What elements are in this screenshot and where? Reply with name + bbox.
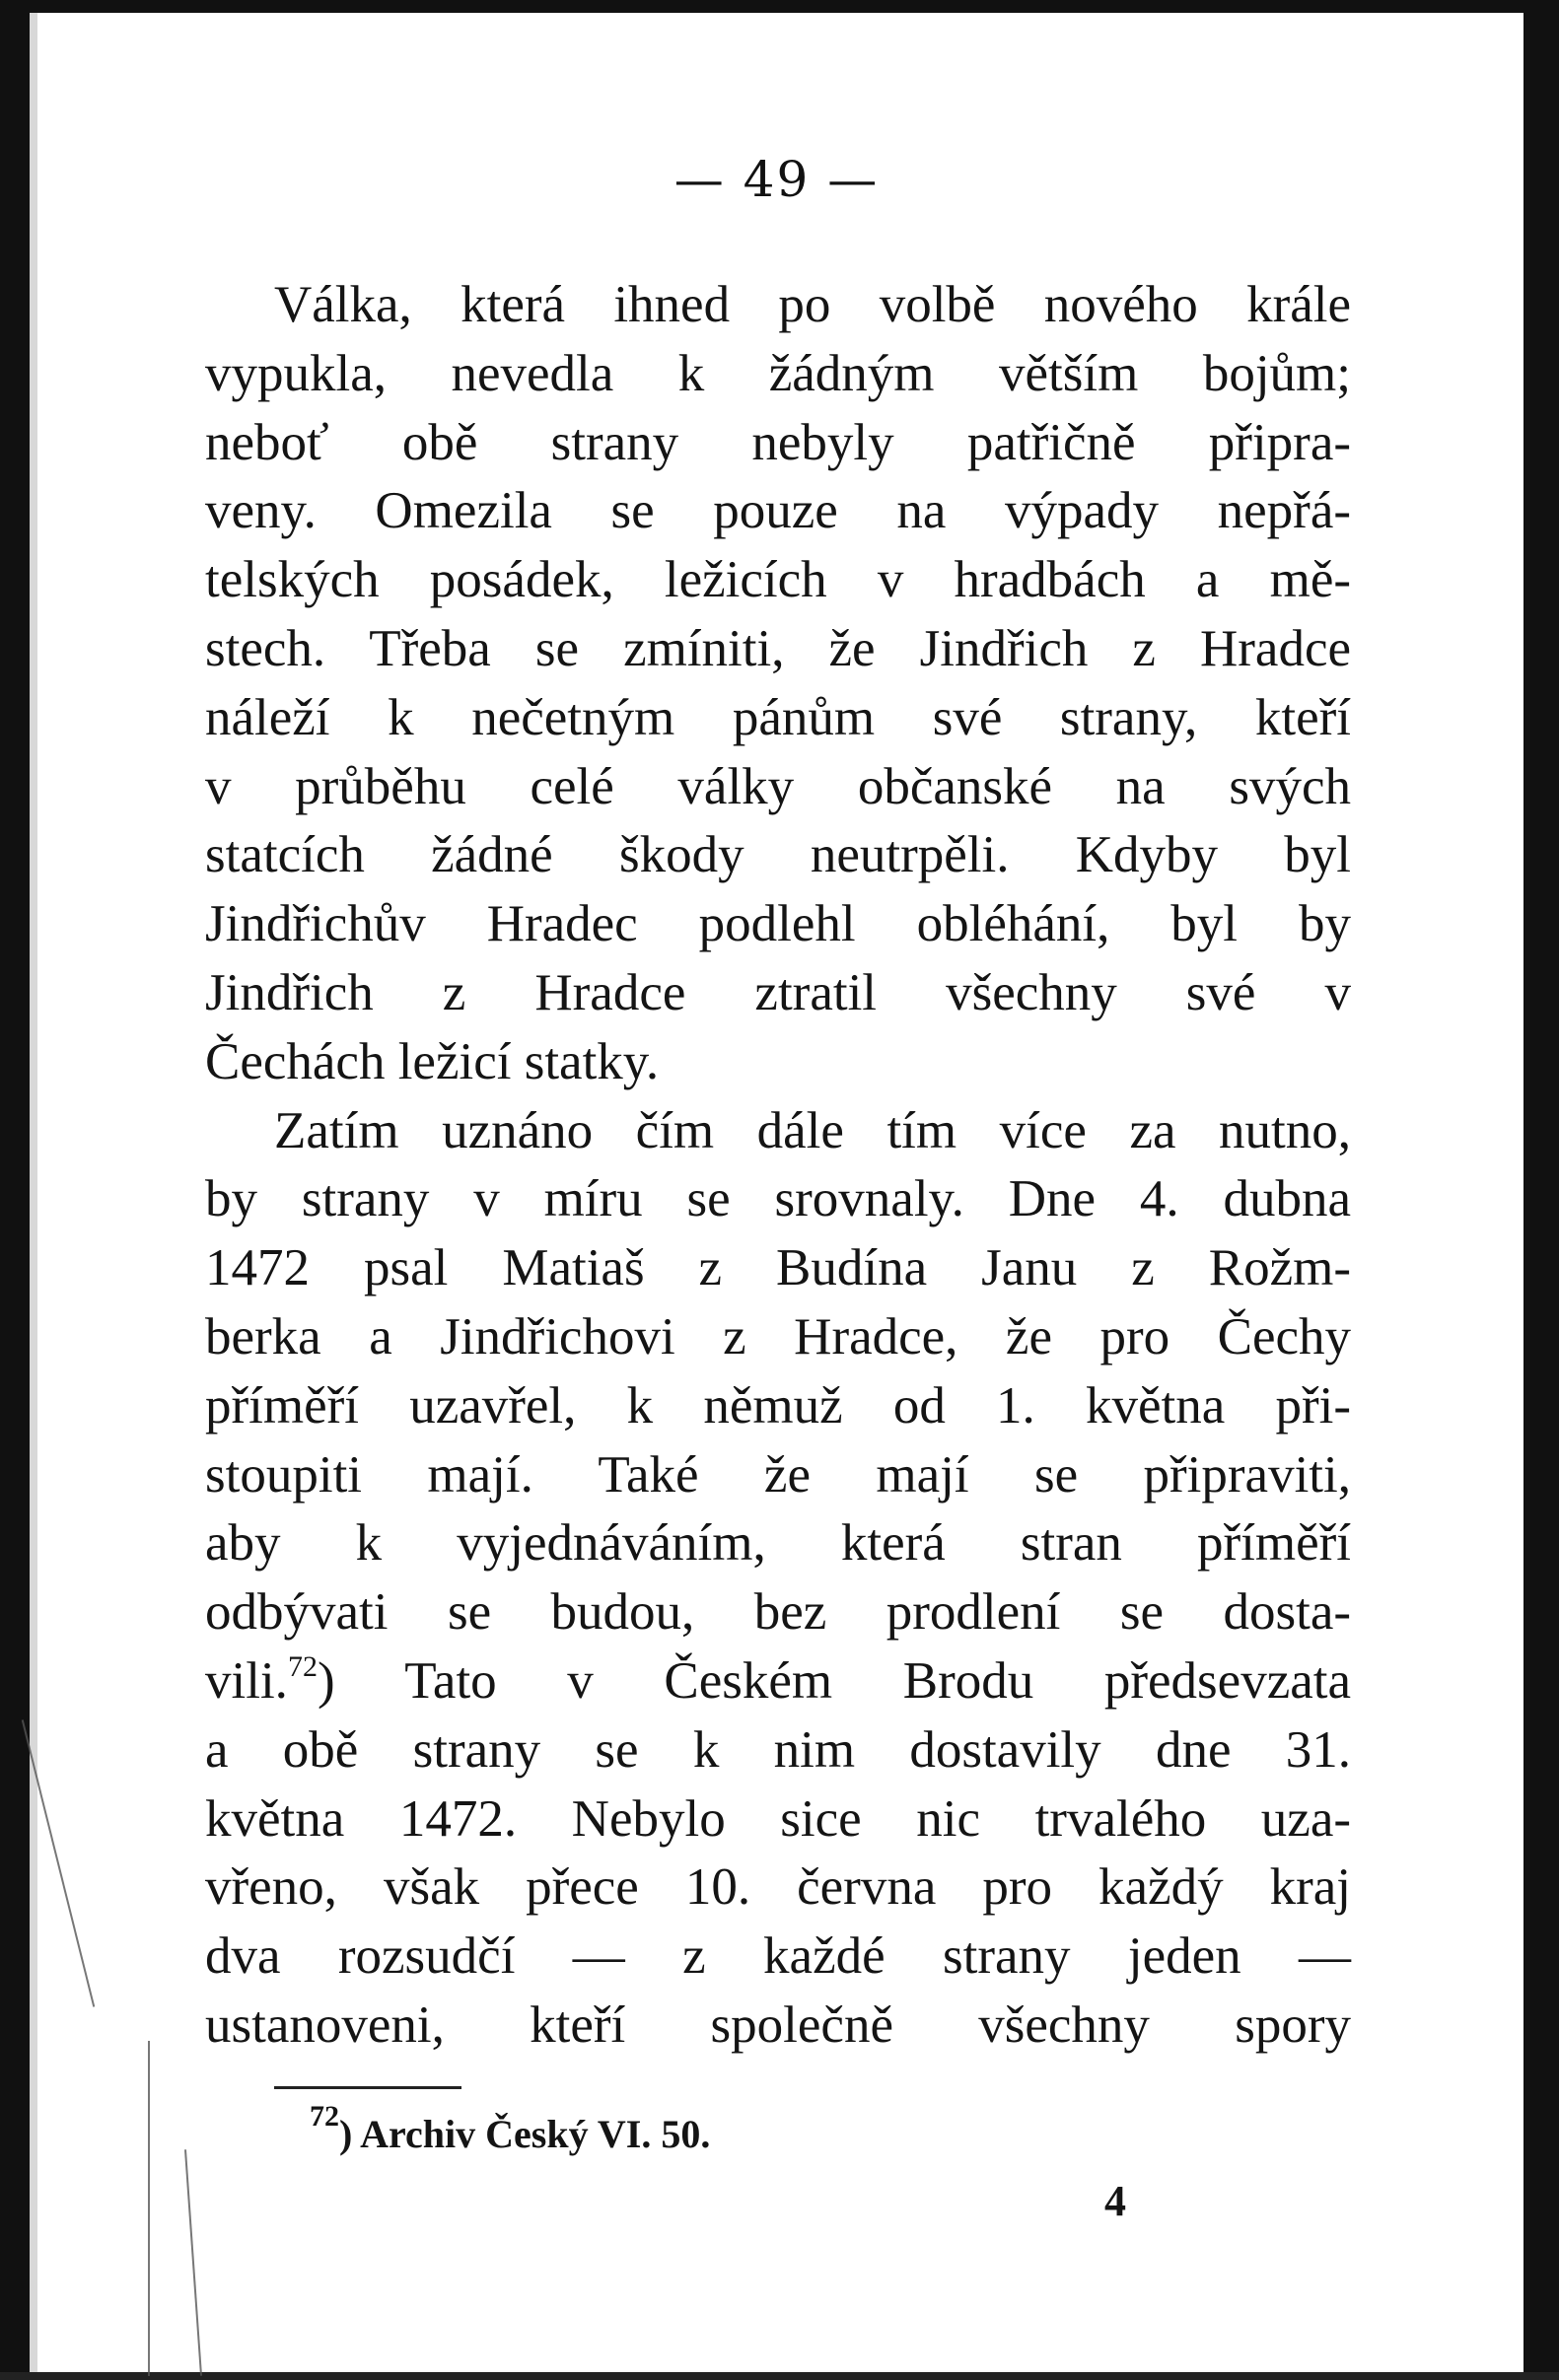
footnote-reference: 72 [287,1649,318,1683]
text-line: vypukla, nevedla k žádným větším bojům; [205,344,1351,402]
ref-line-start: vili. [205,1651,288,1710]
ref-line-end: ) Tato v Českém Brodu předsevzata [317,1651,1351,1710]
paragraph-1 [205,271,1351,1097]
text-line: statcích žádné škody neutrpěli. Kdyby byl [205,826,1351,884]
text-line: telských posádek, ležicích v hradbách a mě- [205,551,1351,609]
text-line: neboť obě strany nebyly patřičně připra- [205,413,1351,471]
text-line: dva rozsudčí — z každé strany jeden — [205,1927,1351,1986]
text-line: příměří uzavřel, k němuž od 1. května při- [205,1376,1351,1435]
text-line: stech. Třeba se zmíniti, že Jindřich z Hradce [205,619,1351,677]
text-line: ustanoveni, kteří společně všechny spory [205,1995,1351,2054]
text-line: by strany v míru se srovnaly. Dne 4. dubna [205,1170,1351,1228]
scan-border-left [0,0,30,2380]
text-line: vřeno, však přece 10. června pro každý kraj [205,1858,1351,1917]
text-line: berka a Jindřichovi z Hradce, že pro Čechy [205,1307,1351,1365]
paragraph-2 [205,1097,1351,2061]
book-page [30,13,1524,2372]
scan-border-right [1524,0,1559,2380]
text-line-with-footnote-ref [205,1647,1351,1716]
page-number: — 49 — [673,151,880,208]
text-line: v průběhu celé války občanské na svých [205,757,1351,815]
text-line: Jindřichův Hradec podlehl obléhání, byl by [205,895,1351,953]
scan-border-top [0,0,1559,13]
text-line: Čechách ležicí statky. [205,1032,660,1090]
signature-mark: 4 [1104,2177,1126,2225]
text-line: náleží k nečetným pánům své strany, kteří [205,688,1351,746]
footnote-divider [274,2086,461,2089]
text-line: 1472 psal Matiaš z Budína Janu z Rožm- [205,1239,1351,1297]
text-line: května 1472. Nebylo sice nic trvalého uza- [205,1789,1351,1848]
text-line: aby k vyjednáváním, která stran příměří [205,1514,1351,1573]
text-line: odbývati se budou, bez prodlení se dosta- [205,1583,1351,1642]
text-line: Jindřich z Hradce ztratil všechny své v [205,963,1351,1021]
footnote-text: ) Archiv Český VI. 50. [339,2112,711,2156]
text-line: Válka, která ihned po volbě nového krále [274,276,1351,333]
footnote [310,2100,711,2157]
footnote-marker: 72 [310,2100,339,2133]
text-line: a obě strany se k nim dostavily dne 31. [205,1720,1351,1779]
scan-border-bottom [0,2372,1559,2380]
body-text [205,271,1351,2061]
text-line: Zatím uznáno čím dále tím více za nutno, [274,1101,1351,1159]
text-line: veny. Omezila se pouze na výpady nepřá- [205,482,1351,540]
text-line: stoupiti mají. Také že mají se připraviti, [205,1445,1351,1504]
